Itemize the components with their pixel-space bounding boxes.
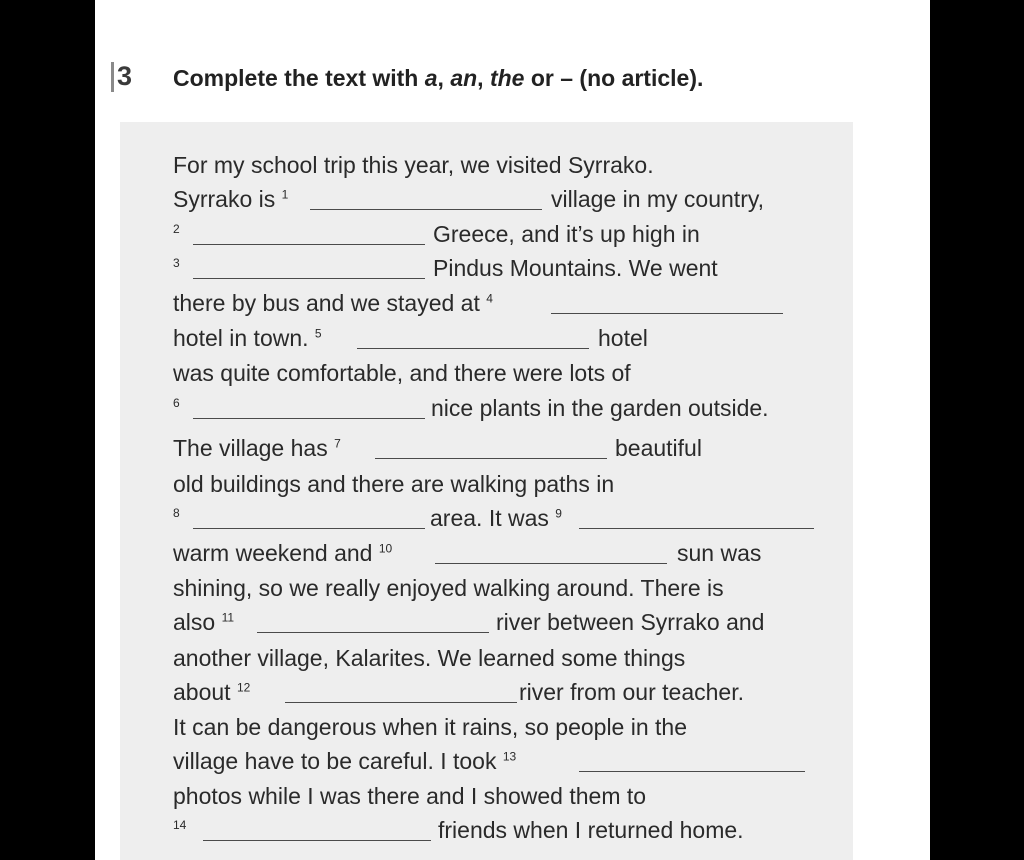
gap-number-2: 2 bbox=[173, 222, 180, 236]
exercise-instruction bbox=[173, 60, 703, 96]
blank-13[interactable] bbox=[579, 771, 805, 772]
text-segment: another village, Kalarites. We learned some things bbox=[173, 645, 686, 671]
text-segment bbox=[173, 538, 392, 568]
gap-number-5: 5 bbox=[314, 326, 322, 341]
text-fragment: The village has bbox=[173, 435, 328, 461]
blank-3[interactable] bbox=[193, 278, 425, 279]
text-fragment: hotel in town. bbox=[173, 325, 309, 351]
worksheet-page bbox=[95, 0, 930, 860]
instruction-tail: or – (no article). bbox=[524, 65, 704, 91]
instruction-article-a: a bbox=[424, 65, 438, 91]
passage-box bbox=[120, 122, 853, 860]
blank-6[interactable] bbox=[193, 418, 425, 419]
gap-number-1: 1 bbox=[281, 187, 289, 202]
blank-5[interactable] bbox=[357, 348, 589, 349]
text-segment: village in my country, bbox=[551, 186, 765, 212]
text-segment: Greece, and it’s up high in bbox=[433, 221, 700, 247]
text-segment bbox=[173, 184, 288, 214]
blank-1[interactable] bbox=[310, 209, 542, 210]
text-segment: river from our teacher. bbox=[519, 679, 744, 705]
instruction-lead: Complete the text with bbox=[173, 65, 425, 91]
gap-number-9: 9 bbox=[555, 506, 562, 521]
gap-number-10: 10 bbox=[378, 541, 393, 556]
text-segment bbox=[173, 607, 234, 637]
text-segment: friends when I returned home. bbox=[438, 817, 744, 843]
text-segment: hotel bbox=[598, 325, 648, 351]
text-fragment: about bbox=[173, 679, 231, 705]
text-segment bbox=[430, 503, 562, 533]
text-fragment: also bbox=[173, 609, 216, 635]
instruction-sep-2: , bbox=[477, 65, 490, 91]
text-segment bbox=[173, 288, 493, 318]
blank-12[interactable] bbox=[285, 702, 517, 703]
blank-4[interactable] bbox=[551, 313, 783, 314]
text-segment: photos while I was there and I showed them to bbox=[173, 783, 647, 809]
blank-7[interactable] bbox=[375, 458, 607, 459]
text-fragment: Syrrako is bbox=[173, 186, 276, 212]
text-segment: nice plants in the garden outside. bbox=[431, 395, 769, 421]
instruction-article-an: an bbox=[450, 65, 478, 91]
text-segment: sun was bbox=[677, 540, 762, 566]
gap-number-4: 4 bbox=[486, 291, 493, 306]
exercise-number: 3 bbox=[117, 56, 132, 96]
text-segment: beautiful bbox=[615, 435, 702, 461]
gap-number-7: 7 bbox=[334, 436, 341, 451]
text-fragment: village have to be careful. I took bbox=[173, 748, 497, 774]
gap-number-11: 11 bbox=[221, 610, 235, 625]
text-segment bbox=[173, 746, 516, 776]
blank-10[interactable] bbox=[435, 563, 667, 564]
text-fragment: area. It was bbox=[430, 505, 549, 531]
text-segment: river between Syrrako and bbox=[496, 609, 765, 635]
text-segment bbox=[173, 433, 341, 463]
gap-number-12: 12 bbox=[236, 680, 251, 695]
text-fragment: warm weekend and bbox=[173, 540, 373, 566]
gap-number-8: 8 bbox=[173, 506, 180, 520]
gap-number-14: 14 bbox=[173, 818, 187, 832]
blank-11[interactable] bbox=[257, 632, 489, 633]
instruction-sep-1: , bbox=[437, 65, 451, 91]
text-segment bbox=[173, 323, 322, 353]
instruction-article-the: the bbox=[489, 65, 525, 91]
blank-8[interactable] bbox=[193, 528, 425, 529]
text-segment: was quite comfortable, and there were lots of bbox=[173, 360, 631, 386]
text-fragment: there by bus and we stayed at bbox=[173, 290, 480, 316]
text-segment bbox=[173, 677, 250, 707]
text-segment: For my school trip this year, we visited Syrrako. bbox=[173, 152, 654, 178]
gap-number-13: 13 bbox=[502, 749, 517, 764]
text-segment: Pindus Mountains. We went bbox=[433, 255, 718, 281]
blank-14[interactable] bbox=[203, 840, 431, 841]
gap-number-3: 3 bbox=[173, 256, 180, 270]
text-segment: It can be dangerous when it rains, so people in the bbox=[173, 714, 688, 740]
blank-2[interactable] bbox=[193, 244, 425, 245]
blank-9[interactable] bbox=[579, 528, 814, 529]
gap-number-6: 6 bbox=[173, 396, 180, 410]
text-segment: shining, so we really enjoyed walking around. There is bbox=[173, 575, 724, 601]
text-segment: old buildings and there are walking paths in bbox=[173, 471, 615, 497]
